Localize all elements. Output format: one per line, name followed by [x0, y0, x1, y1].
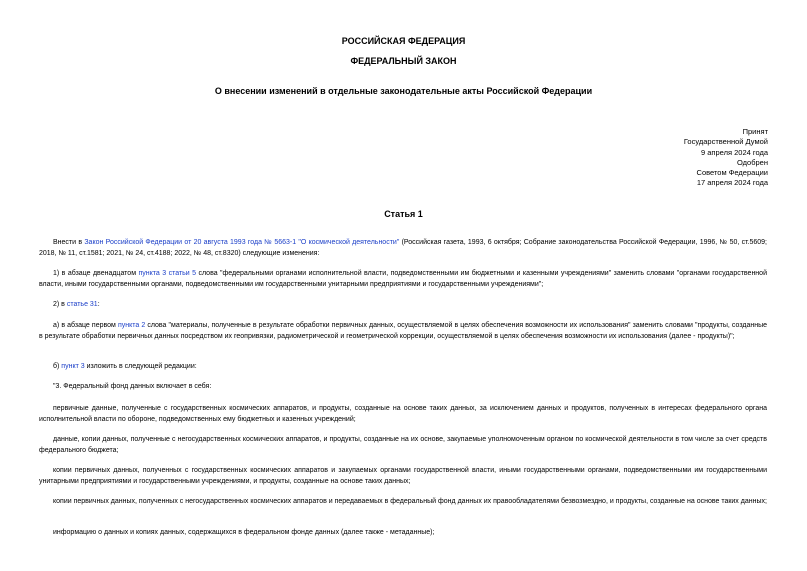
law-type-heading: ФЕДЕРАЛЬНЫЙ ЗАКОН — [350, 56, 457, 66]
paragraph: данные, копии данных, полученные с негосударственных космических аппаратов, и продукты, созданные на их основе, закупаемые уполномоченным органом по космической деятельности в том числе за счет средств федерального бюджета; — [39, 436, 767, 454]
adoption-block — [684, 127, 768, 189]
adoption-line: Советом Федерации — [696, 168, 768, 178]
point-3-link[interactable]: пункт 3 — [61, 363, 85, 370]
law-title: О внесении изменений в отдельные законодательные акты Российской Федерации — [214, 86, 593, 96]
adoption-line: Принят — [742, 127, 768, 136]
article-heading: Статья 1 — [384, 209, 423, 219]
adoption-line: 17 апреля 2024 года — [696, 178, 768, 188]
article-31-link[interactable]: статье 31 — [66, 301, 98, 308]
paragraph: 1) в абзаце двенадцатом пункта 3 статьи 5 слова "федеральными органами исполнительной власти, подведомственными им бюджетными и казенными учреждениями" заменить словами "органами государственной власти, иными государственными органами, подведомственными им государственными унитарными предприятиями и государственными учреждениями"; — [39, 270, 767, 288]
paragraph: б) пункт 3 изложить в следующей редакции: — [53, 363, 197, 370]
federation-heading: РОССИЙСКАЯ ФЕДЕРАЦИЯ — [341, 36, 466, 46]
paragraph: Внести в Закон Российской Федерации от 20 августа 1993 года № 5663-1 "О космической деятельности" (Российская газета, 1993, 6 октября; Собрание законодательства Российской Федерации, 1996, № 50, ст.5609; 2018, № 11, ст.1581; 2021, № 24, ст.4188; 2022, № 48, ст.8320) следующие изменения: — [39, 239, 767, 257]
paragraph: "3. Федеральный фонд данных включает в себя: — [53, 383, 212, 390]
paragraph: 2) в статье 31: — [53, 301, 100, 308]
paragraph: копии первичных данных, полученных с государственных космических аппаратов и закупаемых органами государственной власти, иными государственными органами, подведомственными им государственными унитарными предприятиями и государственными учреждениями, и продукты, созданные на основе таких данных; — [39, 467, 767, 485]
paragraph: первичные данные, полученные с государственных космических аппаратов, и продукты, созданные на основе таких данных, за исключением данных и продуктов, полученных в интересах федерального органа исполнительной власти по обороне, подведомственных ему бюджетных и казенных учреждений; — [39, 405, 767, 423]
paragraph: информацию о данных и копиях данных, содержащихся в федеральном фонде данных (далее также - метаданные); — [53, 529, 435, 536]
article-5-link[interactable]: пункта 3 статьи 5 — [138, 270, 197, 277]
adoption-line: 9 апреля 2024 года — [701, 147, 768, 157]
paragraph: копии первичных данных, полученных с негосударственных космических аппаратов и передаваемых в федеральный фонд данных их правообладателями безвозмездно, и продукты, созданные на основе таких данных; — [53, 498, 767, 505]
adoption-line: Государственной Думой — [683, 137, 768, 147]
law-link[interactable]: Закон Российской Федерации от 20 августа 1993 года № 5663-1 "О космической деятельности" — [84, 239, 400, 246]
adoption-line: Одобрен — [737, 157, 768, 167]
point-2-link[interactable]: пункта 2 — [117, 322, 146, 329]
paragraph: а) в абзаце первом пункта 2 слова "материалы, полученные в результате обработки первичных данных, осуществляемой в целях обеспечения возможности их использования" заменить словами "продукты, созданные в результате обработки первичных данных посредством их геопривязки, радиометрической и геометрической коррекции, осуществляемой в целях обеспечения возможности их использования (далее - продукты)"; — [39, 322, 768, 340]
